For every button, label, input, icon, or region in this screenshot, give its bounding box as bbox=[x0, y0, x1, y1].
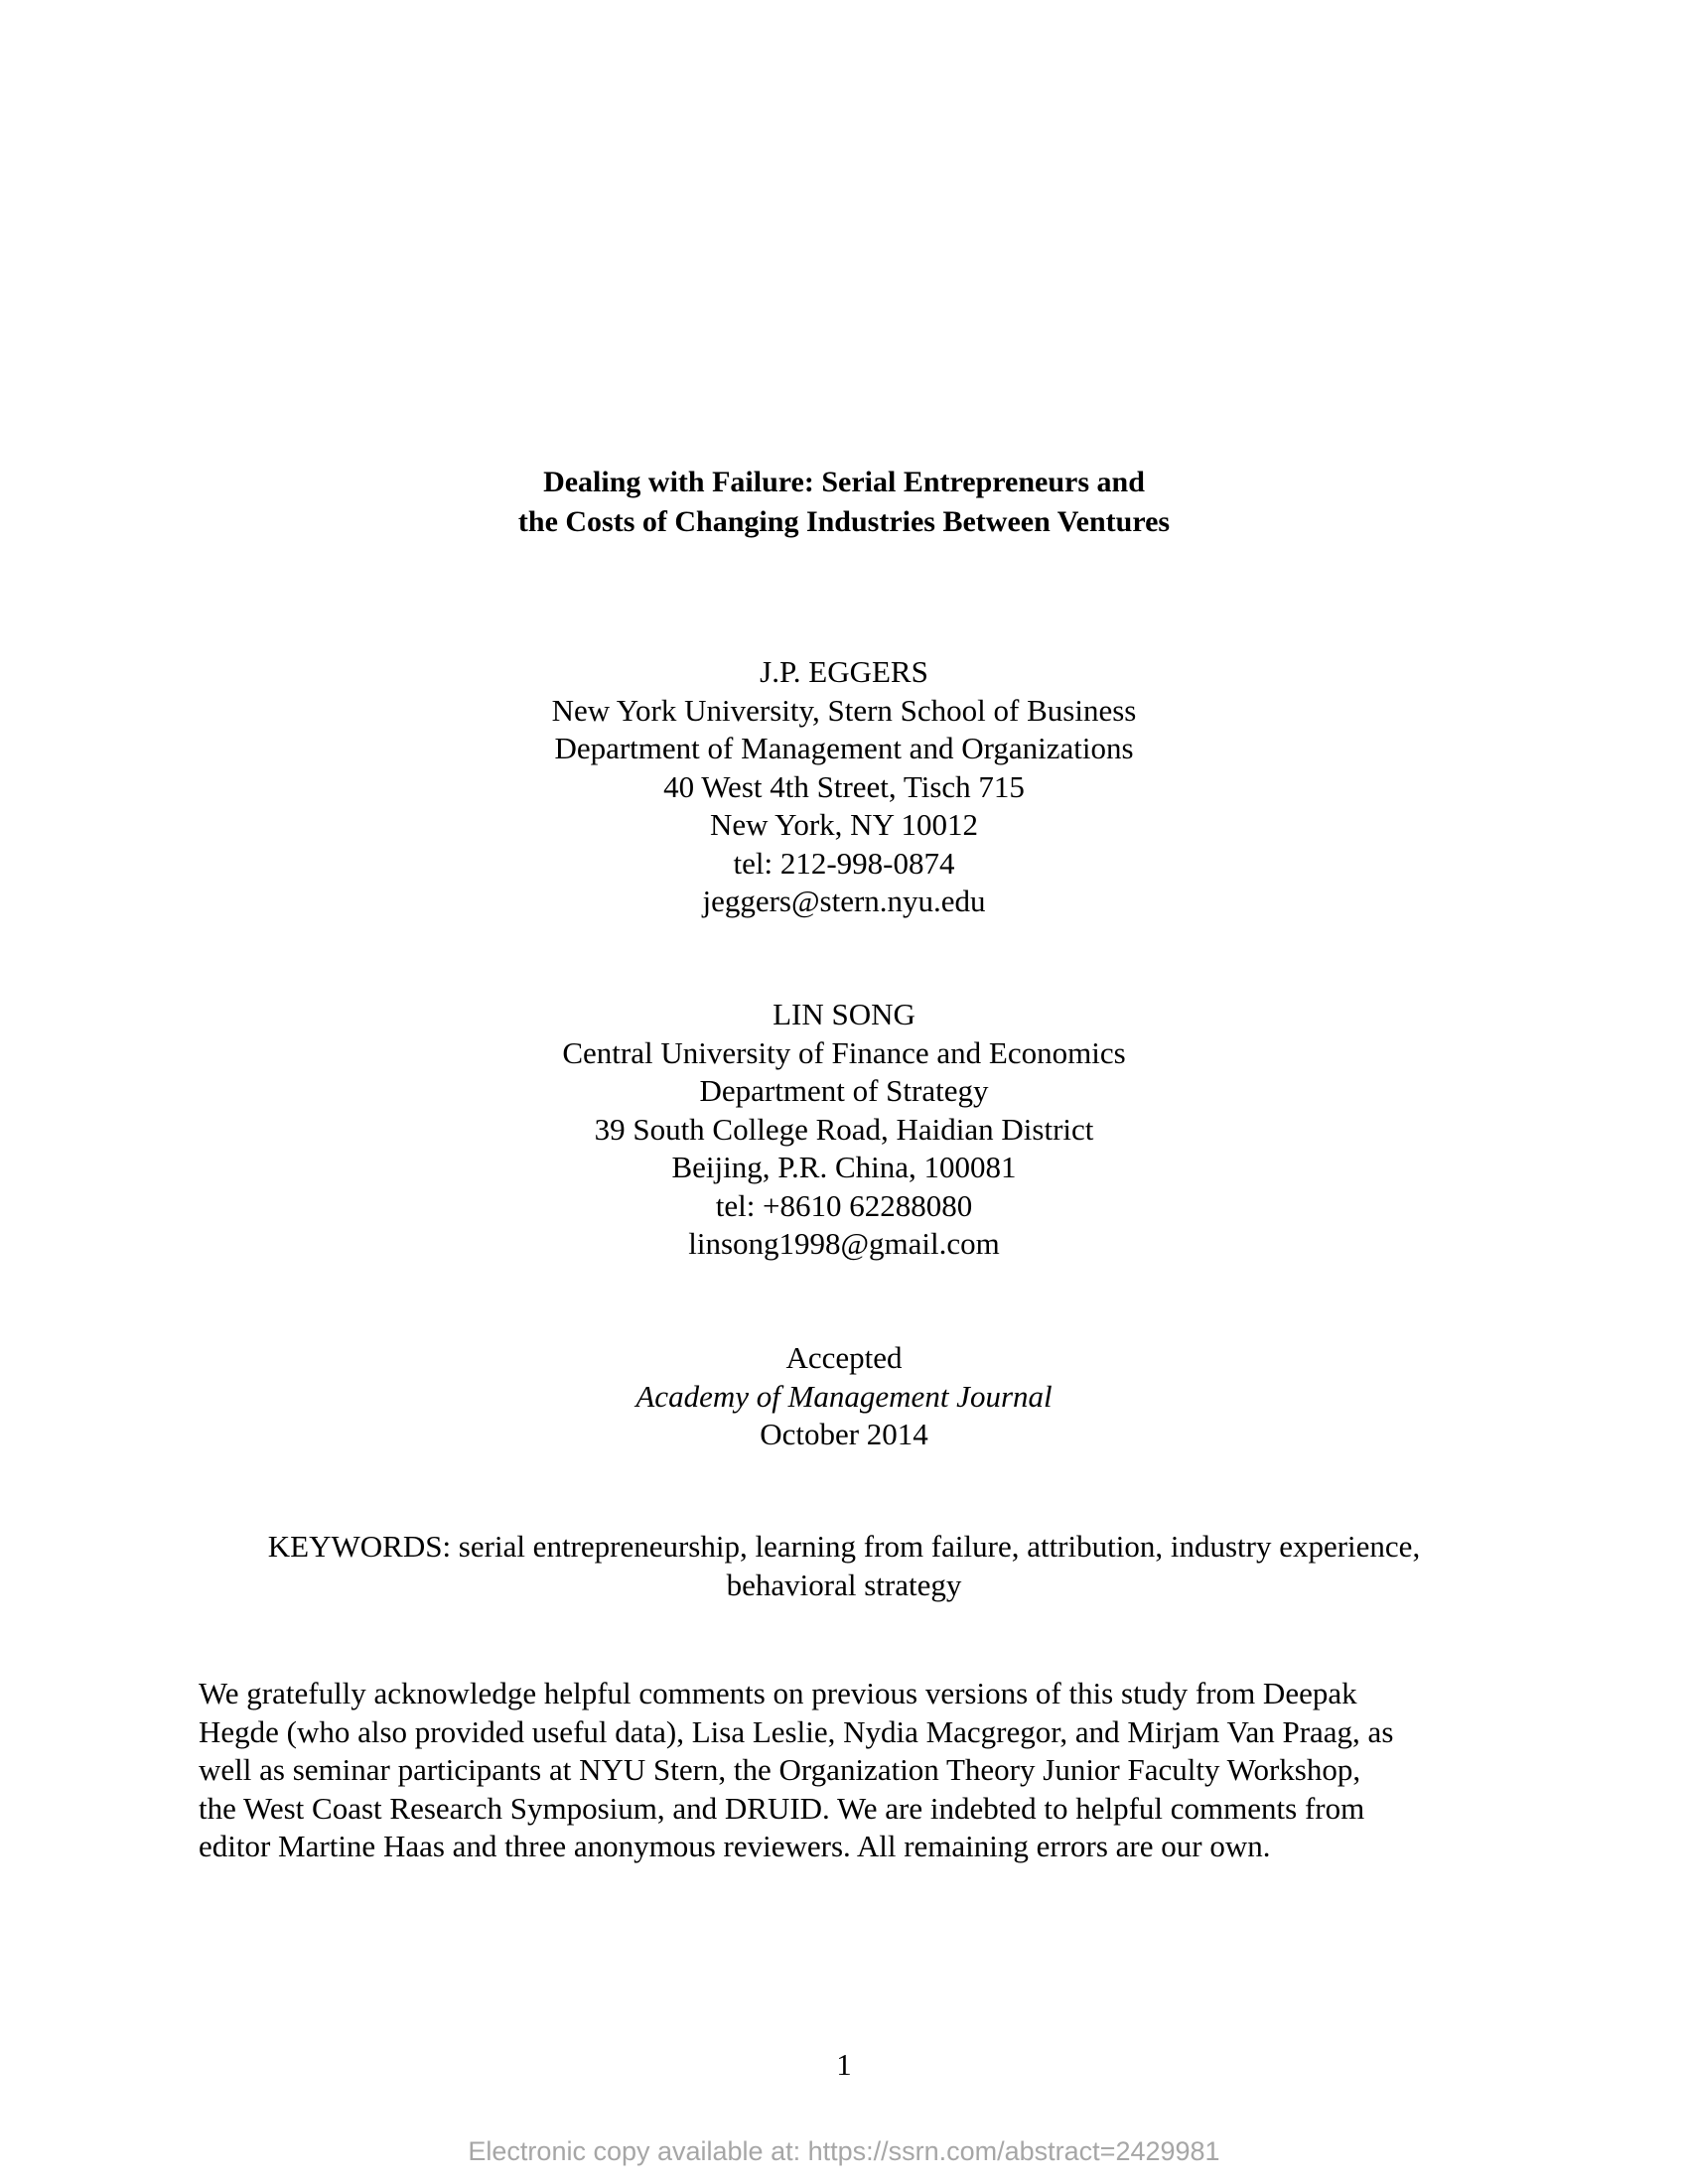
ssrn-footer-notice: Electronic copy available at: https://ssrn.com/abstract=2429981 bbox=[468, 2136, 1220, 2166]
author-block-2 bbox=[0, 996, 1688, 1264]
acknowledgment-line: well as seminar participants at NYU Stern, the Organization Theory Junior Faculty Workshop, bbox=[199, 1752, 1361, 1787]
author-address-line-2: New York, NY 10012 bbox=[709, 807, 979, 842]
paper-title bbox=[0, 463, 1688, 542]
author-department: Department of Management and Organizations bbox=[554, 731, 1134, 765]
author-name: J.P. EGGERS bbox=[760, 654, 928, 689]
author-department: Department of Strategy bbox=[699, 1073, 989, 1108]
author-address-line-2: Beijing, P.R. China, 100081 bbox=[671, 1150, 1017, 1184]
author-telephone: tel: +8610 62288080 bbox=[715, 1187, 973, 1223]
acknowledgment-paragraph bbox=[199, 1675, 1529, 1866]
acknowledgment-line: Hegde (who also provided useful data), Lisa Leslie, Nydia Macgregor, and Mirjam Van Praag, as bbox=[199, 1713, 1394, 1749]
keywords-line-2: behavioral strategy bbox=[726, 1567, 962, 1602]
title-line-1: Dealing with Failure: Serial Entrepreneurs and bbox=[543, 466, 1145, 498]
author-affiliation: Central University of Finance and Economics bbox=[562, 1034, 1126, 1070]
author-telephone: tel: 212-998-0874 bbox=[733, 845, 955, 881]
publication-status: Accepted bbox=[785, 1340, 903, 1375]
author-email: jeggers@stern.nyu.edu bbox=[702, 884, 986, 918]
keywords-line-1: KEYWORDS: serial entrepreneurship, learning from failure, attribution, industry experience, bbox=[267, 1529, 1421, 1564]
title-line-2: the Costs of Changing Industries Between Ventures bbox=[517, 505, 1171, 538]
author-block-1 bbox=[0, 653, 1688, 921]
author-affiliation: New York University, Stern School of Business bbox=[551, 692, 1137, 728]
author-address-line-1: 40 West 4th Street, Tisch 715 bbox=[663, 768, 1025, 804]
publication-info bbox=[0, 1339, 1688, 1454]
acknowledgment-line: We gratefully acknowledge helpful comments on previous versions of this study from Deepak bbox=[199, 1676, 1357, 1710]
journal-name: Academy of Management Journal bbox=[635, 1378, 1053, 1414]
page-number: 1 bbox=[836, 2047, 852, 2082]
author-name: LIN SONG bbox=[773, 997, 915, 1031]
publication-date: October 2014 bbox=[760, 1417, 928, 1451]
acknowledgment-line: editor Martine Haas and three anonymous reviewers. All remaining errors are our own. bbox=[199, 1829, 1271, 1863]
author-email: linsong1998@gmail.com bbox=[688, 1226, 1000, 1261]
author-address-line-1: 39 South College Road, Haidian District bbox=[594, 1111, 1094, 1147]
acknowledgment-line: the West Coast Research Symposium, and DRUID. We are indebted to helpful comments from bbox=[199, 1790, 1365, 1826]
keywords bbox=[0, 1528, 1688, 1604]
